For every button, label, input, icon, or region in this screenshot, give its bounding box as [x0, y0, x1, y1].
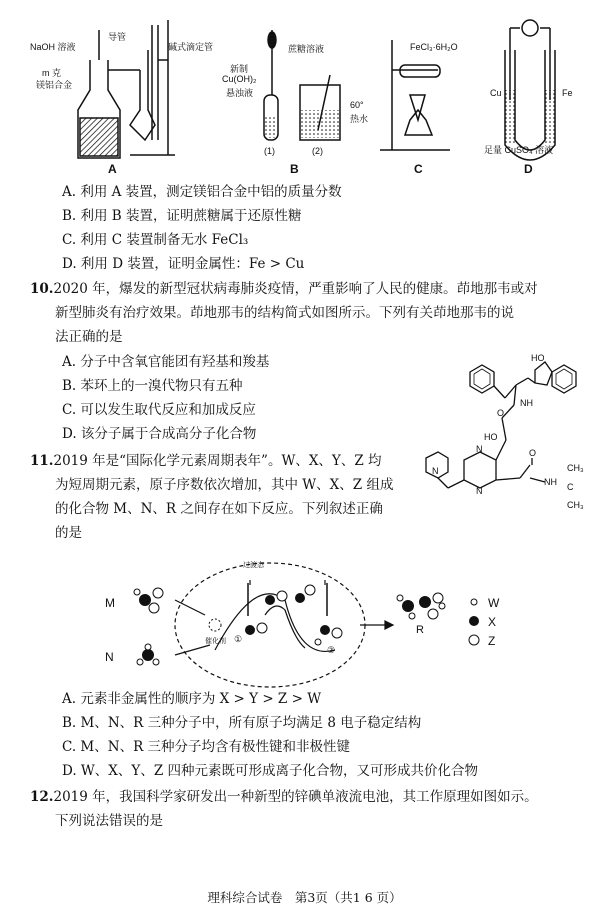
label-hot-water: 热水 — [350, 114, 369, 124]
label-b-sub1: (1) — [264, 146, 275, 156]
q12-stem-1: 2019 年，我国科学家研发出一种新型的锌碘单液流电池，其工作原理如图如示。 — [53, 789, 538, 805]
q11-stem-1: 2019 年是“国际化学元素周期表年”。W、X、Y、Z 均 — [53, 453, 382, 469]
diagram-label-catalyst: 催化剂 — [205, 638, 226, 645]
caption-b: B — [290, 162, 299, 176]
q12-stem-line-1 — [30, 788, 538, 806]
structure-nh-right: NH — [520, 398, 533, 408]
diagram-label-m: M — [105, 596, 115, 610]
label-sucrose: 蔗糖溶液 — [288, 44, 325, 54]
label-cu: Cu — [490, 88, 502, 98]
q11-stem-3: 的化合物 M、N、R 之间存在如下反应。下列叙述正确 — [55, 501, 383, 517]
structure-n2: N — [476, 486, 483, 496]
structure-o2: O — [529, 448, 537, 458]
caption-a: A — [108, 162, 117, 176]
label-b-sub2: (2) — [312, 146, 323, 156]
structure-ho-top: HO — [531, 353, 545, 363]
legend-x: X — [488, 615, 497, 629]
q12-stem-2: 下列说法错误的是 — [55, 813, 163, 829]
label-fresh: 新制 — [230, 64, 249, 74]
label-fecl3: FeCl₃·6H₂O — [410, 42, 458, 52]
label-cuoh2: Cu(OH)₂ — [222, 74, 257, 84]
q10-stem-1: 2020 年，爆发的新型冠状病毒肺炎疫情，严重影响了人民的健康。茚地那韦或对 — [53, 281, 538, 297]
label-suspension: 悬浊液 — [226, 88, 254, 98]
structure-ho-mid: HO — [484, 432, 498, 442]
diagram-label-n: N — [105, 650, 114, 664]
q9-option-c: C. 利用 C 装置制备无水 FeCl₃ — [62, 232, 249, 248]
q9-option-d: D. 利用 D 装置，证明金属性：Fe > Cu — [62, 256, 305, 272]
label-alloy-mass: m 克 — [42, 68, 61, 78]
label-temp: 60° — [350, 100, 364, 110]
label-fe: Fe — [562, 88, 573, 98]
label-alloy: 镁铝合金 — [36, 80, 73, 90]
q9-option-a: A. 利用 A 装置，测定镁铝合金中铝的质量分数 — [62, 184, 342, 200]
label-naoh: NaOH 溶液 — [30, 42, 76, 52]
q11-stem-4: 的是 — [55, 525, 82, 541]
q9-option-b: B. 利用 B 装置，证明蔗糖属于还原性糖 — [62, 208, 302, 224]
legend-z: Z — [488, 634, 496, 648]
structure-o1: O — [497, 408, 505, 418]
structure-n1: N — [476, 444, 483, 454]
q10-stem-2: 新型肺炎有治疗效果。茚地那韦的结构简式如图所示。下列有关茚地那韦的说 — [55, 305, 514, 321]
structure-ch3b: CH₃ — [567, 500, 584, 510]
legend-w: W — [488, 596, 500, 610]
q10-option-d: D. 该分子属于合成高分子化合物 — [62, 426, 257, 442]
diagram-label-top: 过渡态 — [243, 562, 264, 569]
label-buret: 碱式滴定管 — [168, 42, 214, 52]
caption-c: C — [414, 162, 423, 176]
structure-ch3: CH₃ — [567, 463, 584, 473]
q10-number: 10. — [30, 281, 54, 297]
label-guide: 导管 — [108, 32, 127, 42]
q11-option-d: D. W、X、Y、Z 四种元素既可形成离子化合物，又可形成共价化合物 — [62, 763, 478, 779]
structure-nh-bottom: NH — [544, 477, 557, 487]
q11-stem-2: 为短周期元素，原子序数依次增加，其中 W、X、Z 组成 — [55, 477, 394, 493]
q10-option-b: B. 苯环上的一溴代物只有五种 — [62, 378, 243, 394]
q11-option-b: B. M、N、R 三种分子中，所有原子均满足 8 电子稳定结构 — [62, 715, 422, 731]
label-cuso4: 足量 CuSO₄ 溶液 — [484, 145, 554, 155]
q10-option-a: A. 分子中含氧官能团有羟基和羧基 — [62, 354, 270, 370]
diagram-step-1: ① — [234, 634, 243, 644]
diagram-step-2: ② — [327, 645, 336, 655]
q11-option-c: C. M、N、R 三种分子均含有极性键和非极性键 — [62, 739, 351, 755]
structure-n3: N — [432, 466, 439, 476]
q11-number: 11. — [30, 453, 54, 469]
page-footer: 理科综合试卷 第3页（共1 6 页） — [207, 890, 402, 905]
q11-option-a: A. 元素非金属性的顺序为 X > Y > Z > W — [62, 691, 322, 707]
q10-option-c: C. 可以发生取代反应和加成反应 — [62, 402, 256, 418]
structure-c: C — [567, 482, 574, 492]
diagram-label-r: R — [416, 624, 424, 636]
caption-d: D — [524, 162, 533, 176]
q12-number: 12. — [30, 789, 54, 805]
q10-stem-3: 法正确的是 — [55, 329, 123, 345]
